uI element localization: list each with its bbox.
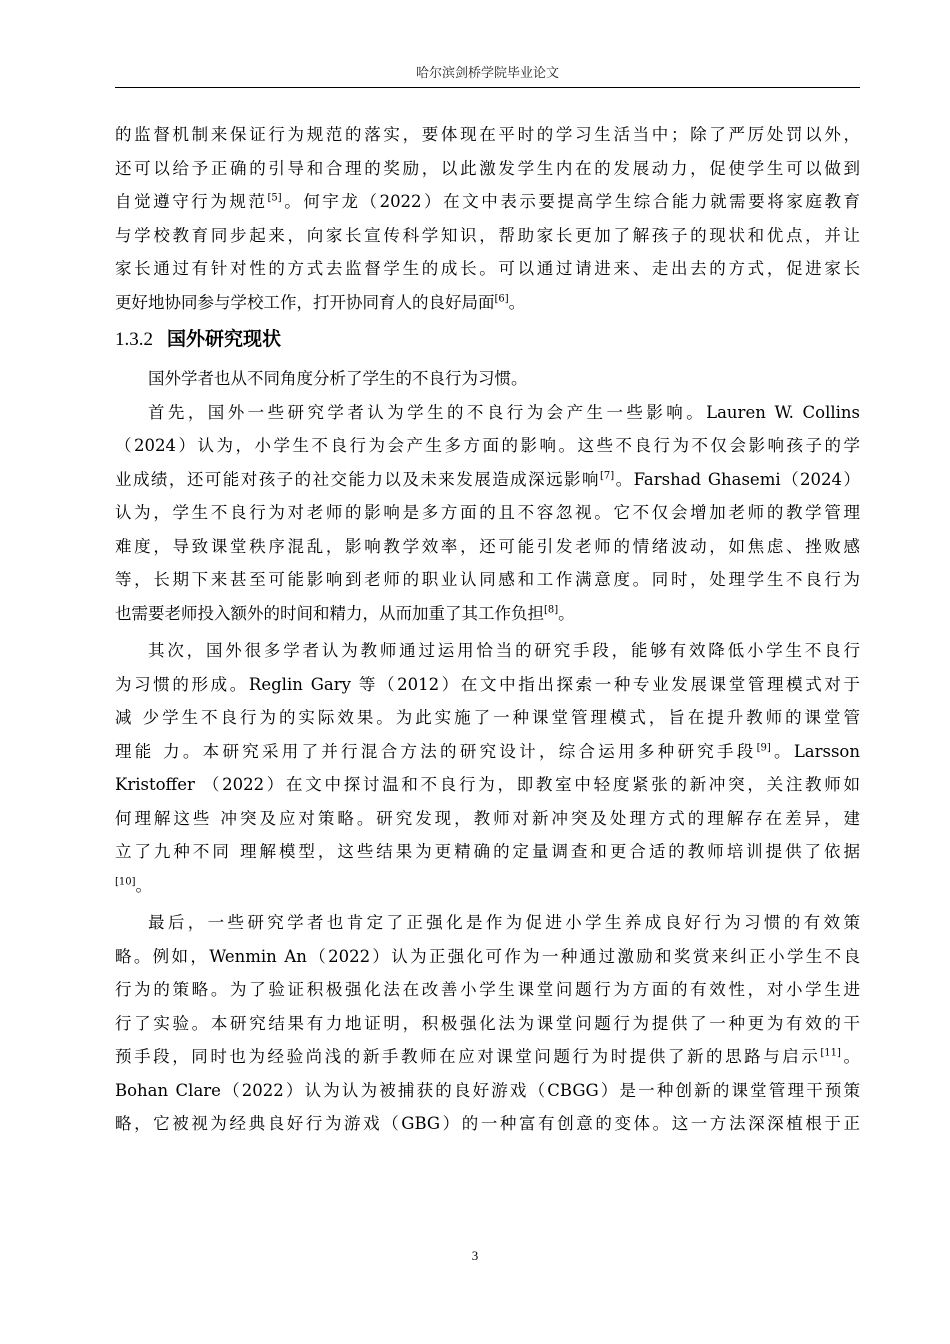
text-line: （2024）认为，小学生不良行为会产生多方面的影响。这些不良行为不仅会影响孩子的学 <box>115 436 860 455</box>
text-line: 减 少学生不良行为的实际效果。为此实施了一种课堂管理模式，旨在提升教师的课堂管 <box>115 708 860 727</box>
text-line: Bohan Clare（2022）认为认为被捕获的良好游戏（CBGG）是一种创新的课堂管理干预策 <box>115 1080 860 1100</box>
page-body <box>115 118 860 1141</box>
paragraph-second <box>115 634 860 902</box>
text-line: 也需要老师投入额外的时间和精力，从而加重了其工作负担[8]。 <box>115 603 575 623</box>
paragraph-domestic-end <box>115 118 860 319</box>
text-line: 为习惯的形成。Reglin Gary 等（2012）在文中指出探索一种专业发展课堂管理模式对于 <box>115 674 860 694</box>
text-line: 其次，国外很多学者认为教师通过运用恰当的研究手段，能够有效降低小学生不良行 <box>148 641 860 660</box>
text-line: 行为的策略。为了验证积极强化法在改善小学生课堂问题行为方面的有效性，对小学生进 <box>115 980 860 999</box>
text-line: 国外学者也从不同角度分析了学生的不良行为习惯。 <box>148 369 528 388</box>
text-line: 略。例如，Wenmin An（2022）认为正强化可作为一种通过激励和奖赏来纠正小学生不良 <box>115 946 860 966</box>
citation: [9] <box>756 742 771 753</box>
text-line: Kristoffer （2022）在文中探讨温和不良行为，即教室中轻度紧张的新冲突，关注教师如 <box>115 775 860 794</box>
text-line: 难度，导致课堂秩序混乱，影响教学效率，还可能引发老师的情绪波动，如焦虑、挫败感 <box>115 536 860 556</box>
paragraph-first <box>115 396 860 631</box>
text-line: 略，它被视为经典良好行为游戏（GBG）的一种富有创意的变体。这一方法深深植根于正 <box>115 1114 860 1133</box>
text-line: 行了实验。本研究结果有力地证明，积极强化法为课堂问题行为提供了一种更为有效的干 <box>115 1013 860 1033</box>
citation: [8] <box>544 604 559 615</box>
citation: [11] <box>820 1047 841 1059</box>
text-line: 认为，学生不良行为对老师的影响是多方面的且不容忽视。它不仅会增加老师的教学管理 <box>115 503 860 522</box>
text-line: 的监督机制来保证行为规范的落实，要体现在平时的学习生活当中；除了严厉处罚以外， <box>115 125 860 144</box>
text-line: 最后，一些研究学者也肯定了正强化是作为促进小学生养成良好行为习惯的有效策 <box>148 913 860 932</box>
citation: [10] <box>115 876 136 887</box>
text-line: [10]。 <box>115 875 153 895</box>
section-title: 国外研究现状 <box>167 328 282 350</box>
text-line: 首先，国外一些研究学者认为学生的不良行为会产生一些影响。Lauren W. Collins <box>148 402 860 422</box>
text-line: 预手段，同时也为经验尚浅的新手教师在应对课堂问题行为时提供了新的思路与启示[11]。 <box>115 1047 861 1066</box>
citation: [6] <box>494 293 509 304</box>
text-line: 何理解这些 冲突及应对策略。研究发现，教师对新冲突及处理方式的理解存在差异，建 <box>115 808 860 828</box>
section-heading <box>115 323 860 356</box>
text-line: 理能 力。本研究采用了并行混合方法的研究设计，综合运用多种研究手段[9]。Larsson <box>115 741 860 761</box>
text-line: 与学校教育同步起来，向家长宣传科学知识，帮助家长更加了解孩子的现状和优点，并让 <box>115 225 860 245</box>
header-divider <box>115 87 860 88</box>
citation: [7] <box>599 470 615 481</box>
section-number: 1.3.2 <box>115 329 153 350</box>
text-line: 立了九种不同 理解模型，这些结果为更精确的定量调查和更合适的教师培训提供了依据 <box>115 842 860 861</box>
text-line: 业成绩，还可能对孩子的社交能力以及未来发展造成深远影响[7]。Farshad Ghasemi（2024） <box>115 469 860 489</box>
paragraph-third <box>115 906 860 1141</box>
page-number: 3 <box>471 1248 479 1263</box>
text-line: 家长通过有针对性的方式去监督学生的成长。可以通过请进来、走出去的方式，促进家长 <box>115 259 860 278</box>
running-header: 哈尔滨剑桥学院毕业论文 <box>415 66 559 81</box>
text-line: 自觉遵守行为规范[5]。何宇龙（2022）在文中表示要提高学生综合能力就需要将家庭教育 <box>115 192 861 211</box>
text-line: 等，长期下来甚至可能影响到老师的职业认同感和工作满意度。同时，处理学生不良行为 <box>115 570 860 589</box>
citation: [5] <box>267 192 282 204</box>
text-line: 还可以给予正确的引导和合理的奖励，以此激发学生内在的发展动力，促使学生可以做到 <box>115 158 860 178</box>
text-line: 更好地协同参与学校工作，打开协同育人的良好局面[6]。 <box>115 292 526 312</box>
